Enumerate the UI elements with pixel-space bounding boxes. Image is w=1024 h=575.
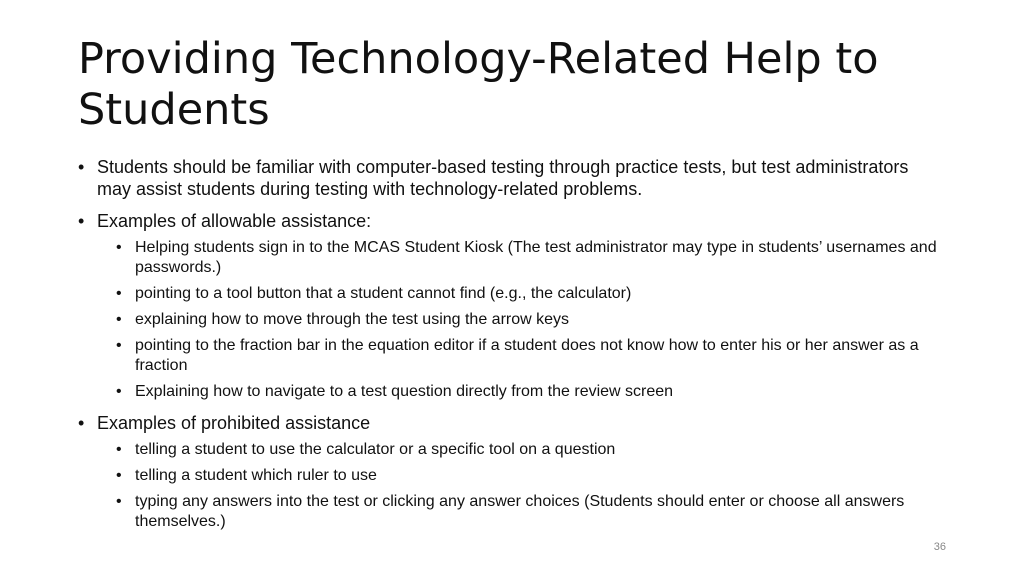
sub-bullet-item [116, 440, 938, 460]
sub-bullet-text: pointing to a tool button that a student cannot find (e.g., the calculator) [135, 285, 632, 302]
bullet-glyph: • [116, 337, 122, 354]
bullet-glyph: • [78, 211, 85, 231]
sub-bullet-text: typing any answers into the test or clicking any answer choices (Students should enter or choose all answers themselves.) [135, 493, 905, 530]
sub-bullet-list [97, 440, 938, 532]
bullet-item [78, 412, 938, 532]
bullet-glyph: • [116, 285, 122, 302]
bullet-glyph: • [116, 467, 122, 484]
bullet-glyph: • [116, 311, 122, 328]
sub-bullet-list [97, 238, 938, 402]
bullet-text: Students should be familiar with computer-based testing through practice tests, but test administrators may assist students during testing with technology-related problems. [97, 157, 909, 199]
sub-bullet-text: Helping students sign in to the MCAS Student Kiosk (The test administrator may type in students’ usernames and passwords.) [135, 239, 937, 276]
bullet-text: Examples of prohibited assistance [97, 413, 371, 433]
page-number: 36 [933, 541, 946, 553]
bullet-item [78, 210, 938, 402]
bullet-list [78, 156, 938, 542]
bullet-text: Examples of allowable assistance: [97, 211, 372, 231]
bullet-glyph: • [116, 441, 122, 458]
sub-bullet-item [116, 238, 938, 278]
sub-bullet-item [116, 284, 938, 304]
bullet-glyph: • [116, 239, 122, 256]
sub-bullet-item [116, 466, 938, 486]
bullet-glyph: • [78, 157, 85, 177]
sub-bullet-item [116, 310, 938, 330]
sub-bullet-text: explaining how to move through the test using the arrow keys [135, 311, 570, 328]
sub-bullet-item [116, 382, 938, 402]
sub-bullet-item [116, 336, 938, 376]
bullet-glyph: • [78, 413, 85, 433]
bullet-glyph: • [116, 493, 122, 510]
sub-bullet-text: pointing to the fraction bar in the equation editor if a student does not know how to enter his or her answer as a fraction [135, 337, 919, 374]
sub-bullet-text: telling a student to use the calculator or a specific tool on a question [135, 441, 616, 458]
sub-bullet-item [116, 492, 938, 532]
sub-bullet-text: telling a student which ruler to use [135, 467, 377, 484]
bullet-glyph: • [116, 383, 122, 400]
slide-title: Providing Technology-Related Help to Students [78, 34, 879, 135]
bullet-item [78, 156, 938, 200]
sub-bullet-text: Explaining how to navigate to a test question directly from the review screen [135, 383, 674, 400]
